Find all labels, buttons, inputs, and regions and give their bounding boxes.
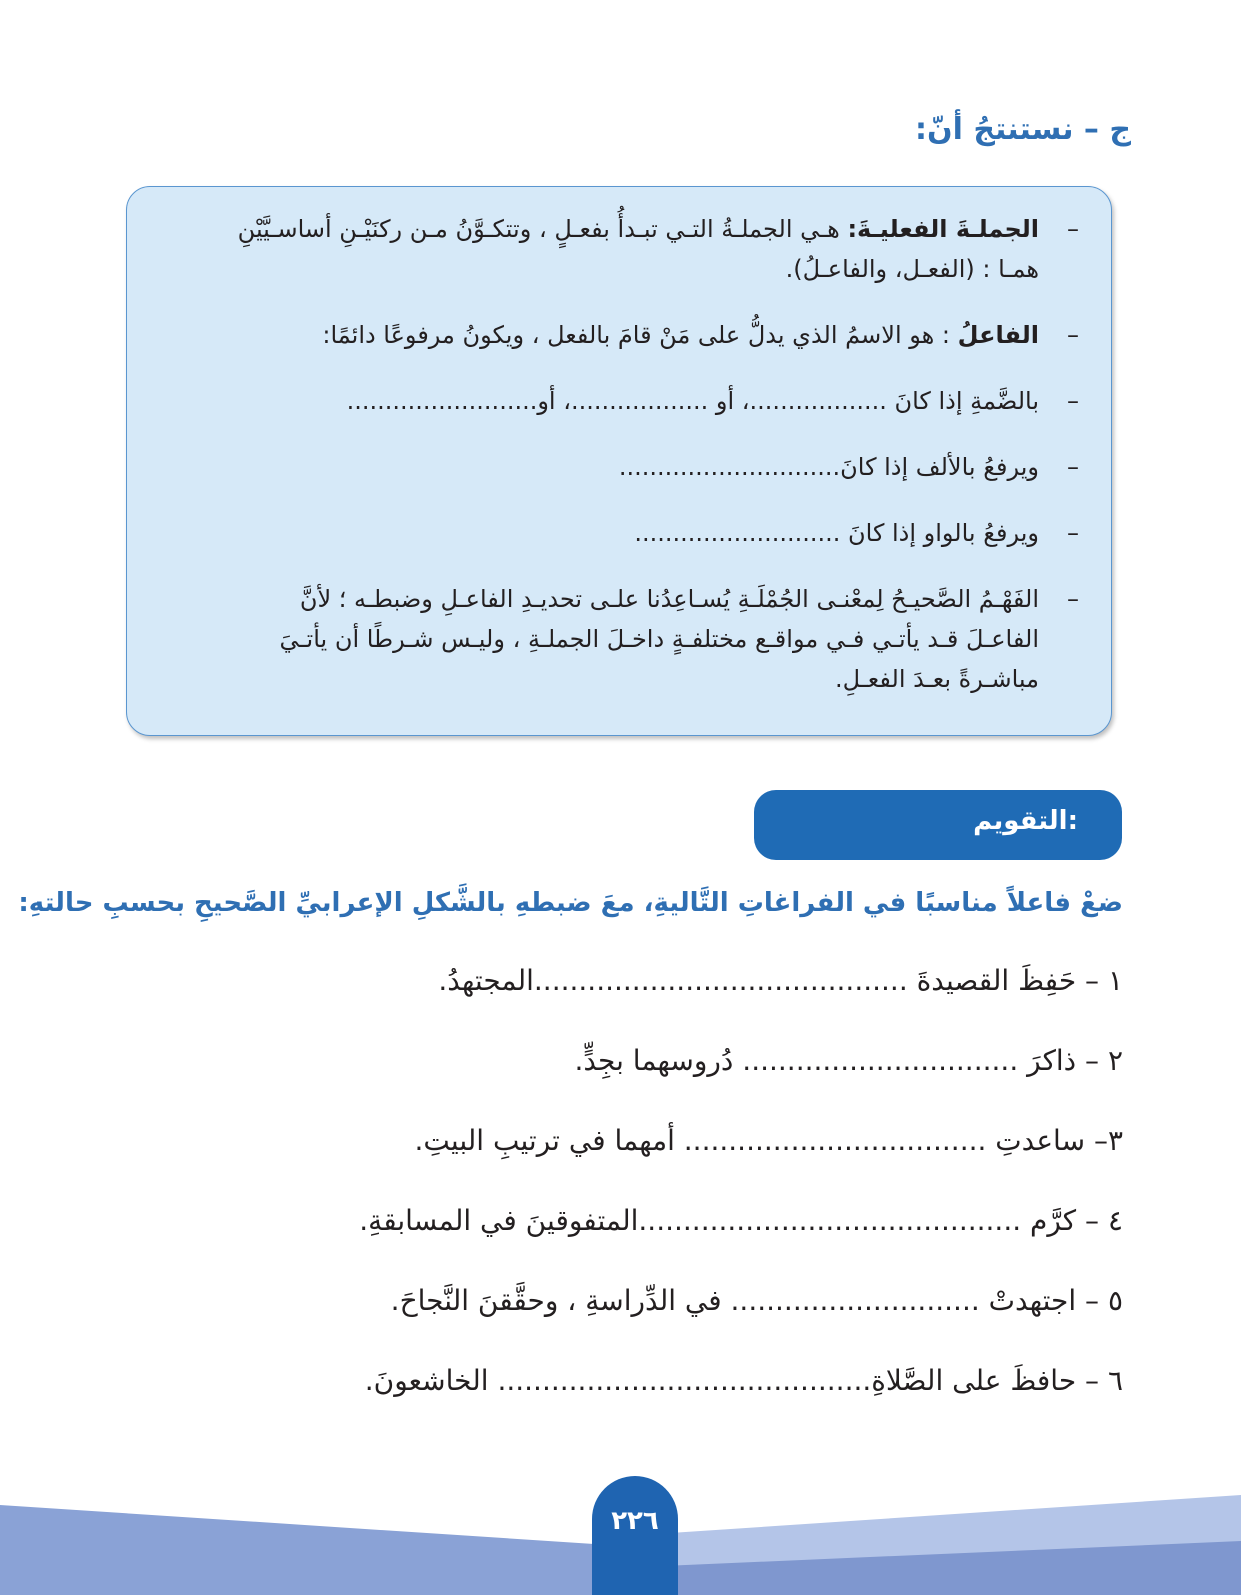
exercise-item: ٦ – حافظَ على الصَّلاةِ.......................................... الخاشعونَ. [364, 1364, 1123, 1397]
rule-term: الفاعلُ [957, 321, 1039, 349]
rule-item-alif [153, 447, 1083, 487]
page-number: ٢٢٦ [611, 1506, 659, 1536]
rule-item-waw [153, 513, 1083, 553]
rule-text: ويرفعُ بالألف إذا كانَ............................. [618, 453, 1039, 481]
rule-text: مباشـرةً بعـدَ الفعـلِ. [834, 665, 1039, 693]
bullet-dash: – [1067, 519, 1079, 547]
rule-item-subject [153, 315, 1083, 355]
rule-item-verbal-sentence [153, 209, 1083, 289]
rule-text: : هو الاسمُ الذي يدلُّ على مَنْ قامَ بالفعل ، ويكونُ مرفوعًا دائمًا: [322, 321, 951, 349]
rule-text: همـا : (الفعـل، والفاعـلُ). [785, 255, 1039, 283]
rule-text: هـي الجملـةُ التـي تبـدأُ بفعـلٍ ، وتتكـوَّنُ مـن ركنَيْـنِ أساسـيَّيْنِ [237, 215, 840, 243]
bullet-dash: – [1067, 585, 1079, 613]
exercise-item: ٥ – اجتهدتْ ............................ في الدِّراسةِ ، وحقَّقنَ النَّجاحَ. [390, 1284, 1123, 1317]
page-number-tab [592, 1476, 678, 1595]
exercise-instruction: ضعْ فاعلاً مناسبًا في الفراغاتِ التَّاليةِ، معَ ضبطهِ بالشَّكلِ الإعرابيِّ الصَّحيحِ بحسبِ حالتهِ: [18, 888, 1123, 918]
evaluation-label: التقويم: [973, 806, 1078, 836]
exercise-item: ٣– ساعدتِ .................................. أمهما في ترتيبِ البيتِ. [414, 1124, 1123, 1157]
rule-term: الجملـةَ الفعليـةَ: [847, 215, 1039, 243]
rules-box [126, 186, 1112, 736]
exercise-item: ٢ – ذاكرَ ............................... دُروسهما بجِدٍّ. [574, 1044, 1123, 1077]
rule-text: ويرفعُ بالواو إذا كانَ ........................... [634, 519, 1039, 547]
exercise-item: ١ – حَفِظَ القصيدةَ ..........................................المجتهدُ. [438, 964, 1123, 997]
rule-text: بالضَّمةِ إذا كانَ ..................، أو ..................، أو......................... [346, 387, 1039, 415]
rule-text: الفَهْـمُ الصَّحيـحُ لِمعْنـى الجُمْلَـةِ يُسـاعِدُنا علـى تحديـدِ الفاعـلِ وضبطـه ؛ لأنَّ [299, 585, 1039, 613]
evaluation-bar [754, 790, 1122, 860]
bullet-dash: – [1067, 387, 1079, 415]
exercise-item: ٤ – كرَّم ...........................................المتفوقينَ في المسابقةِ. [359, 1204, 1123, 1237]
bullet-dash: – [1067, 321, 1079, 349]
bullet-dash: – [1067, 215, 1079, 243]
rule-item-damma [153, 381, 1083, 421]
rule-text: الفاعـلَ قـد يأتـي فـي مواقـع مختلفـةٍ داخـلَ الجملـةِ ، وليـس شـرطًا أن يأتـيَ [279, 625, 1039, 653]
section-heading: ج – نستنتجُ أنّ: [915, 112, 1131, 147]
footer-shape-left [0, 1505, 640, 1595]
bullet-dash: – [1067, 453, 1079, 481]
rule-item-understanding [153, 579, 1083, 699]
